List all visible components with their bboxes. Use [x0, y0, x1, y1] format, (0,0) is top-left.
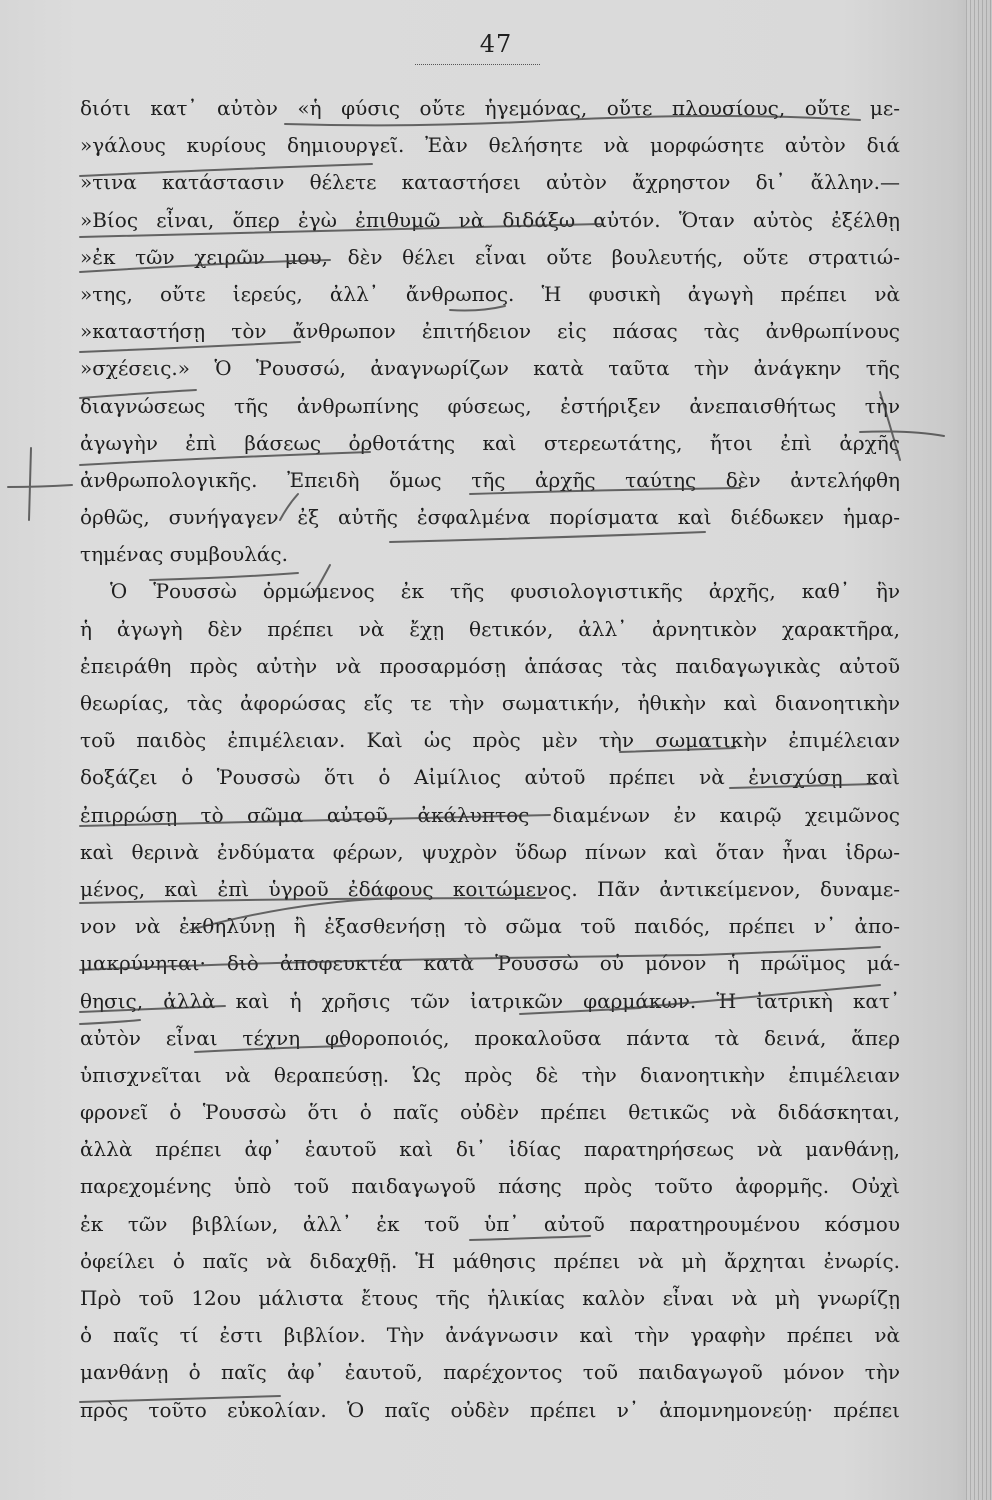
text-line: μακρύνηται· διὸ ἀποφευκτέα κατὰ Ῥουσσὼ οὐ μόνον ἡ πρώϊμος μά-: [80, 951, 900, 976]
text-line: διότι κατ᾽ αὐτὸν «ἡ φύσις οὔτε ἡγεμόνας, οὔτε πλουσίους, οὔτε με-: [80, 96, 900, 120]
text-line: ἀνθρωπολογικῆς. Ἐπειδὴ ὅμως τῆς ἀρχῆς ταύτης δὲν ἀντελήφθη: [80, 467, 900, 492]
text-line: ἀλλὰ πρέπει ἀφ᾽ ἑαυτοῦ καὶ δι᾽ ἰδίας παρατηρήσεως νὰ μανθάνῃ,: [80, 1137, 900, 1162]
text-line: θησις, ἀλλὰ καὶ ἡ χρῆσις τῶν ἰατρικῶν φαρμάκων. Ἡ ἰατρικὴ κατ᾽: [80, 988, 900, 1013]
text-line: ὀφείλει ὁ παῖς νὰ διδαχθῇ. Ἡ μάθησις πρέπει νὰ μὴ ἄρχηται ἐνωρίς.: [80, 1248, 900, 1273]
text-line: »τινα κατάστασιν θέλετε καταστήσει αὐτὸν ἄχρηστον δι᾽ ἄλλην.—: [80, 170, 900, 195]
text-line: θεωρίας, τὰς ἀφορώσας εἴς τε τὴν σωματικήν, ἠθικὴν καὶ διανοητικὴν: [80, 691, 900, 715]
text-line: τοῦ παιδὸς ἐπιμέλειαν. Καὶ ὡς πρὸς μὲν τὴν σωματικὴν ἐπιμέλειαν: [80, 728, 900, 753]
page-number: 47: [479, 30, 513, 58]
text-line: »καταστήσῃ τὸν ἄνθρωπον ἐπιτήδειον εἰς πάσας τὰς ἀνθρωπίνους: [80, 319, 900, 344]
text-line: »της, οὔτε ἱερεύς, ἀλλ᾽ ἄνθρωπος. Ἡ φυσικὴ ἀγωγὴ πρέπει νὰ: [80, 281, 900, 306]
text-line: διαγνώσεως τῆς ἀνθρωπίνης φύσεως, ἐστήριξεν ἀνεπαισθήτως τὴν: [80, 393, 900, 418]
text-line: νον νὰ ἐκθηλύνῃ ἢ ἐξασθενήσῃ τὸ σῶμα τοῦ παιδός, πρέπει ν᾽ ἀπο-: [80, 914, 900, 939]
page-edge-stack: [966, 0, 992, 1500]
text-line: φρονεῖ ὁ Ῥουσσὼ ὅτι ὁ παῖς οὐδὲν πρέπει θετικῶς νὰ διδάσκηται,: [80, 1100, 900, 1125]
margin-stroke: [29, 448, 31, 520]
text-line: παρεχομένης ὑπὸ τοῦ παιδαγωγοῦ πάσης πρὸς τοῦτο ἀφορμῆς. Οὐχὶ: [80, 1174, 900, 1199]
text-line: ὁ παῖς τί ἐστι βιβλίον. Τὴν ἀνάγνωσιν καὶ τὴν γραφὴν πρέπει νὰ: [80, 1323, 900, 1348]
text-line: ἀγωγὴν ἐπὶ βάσεως ὀρθοτάτης καὶ στερεωτάτης, ἤτοι ἐπὶ ἀρχῆς: [80, 430, 900, 455]
text-line: αὐτὸν εἶναι τέχνη φθοροποιός, προκαλοῦσα πάντα τὰ δεινά, ἅπερ: [80, 1025, 900, 1050]
text-line: »ἐκ τῶν χειρῶν μου, δὲν θέλει εἶναι οὔτε βουλευτής, οὔτε στρατιώ-: [80, 244, 900, 269]
margin-cross: [8, 485, 72, 487]
text-line: τημένας συμβουλάς.: [80, 542, 288, 567]
text-line: πρὸς τοῦτο εὐκολίαν. Ὁ παῖς οὐδὲν πρέπει ν᾽ ἀπομνημονεύῃ· πρέπει: [80, 1397, 900, 1422]
text-line: ὑπισχνεῖται νὰ θεραπεύσῃ. Ὡς πρὸς δὲ τὴν διανοητικὴν ἐπιμέλειαν: [80, 1062, 900, 1087]
text-line: Πρὸ τοῦ 12ου μάλιστα ἔτους τῆς ἡλικίας καλὸν εἶναι νὰ μὴ γνωρίζῃ: [80, 1286, 900, 1310]
text-line: ἐπιρρώσῃ τὸ σῶμα αὐτοῦ, ἀκάλυπτος διαμένων ἐν καιρῷ χειμῶνος: [80, 802, 900, 827]
text-line: ἡ ἀγωγὴ δὲν πρέπει νὰ ἔχῃ θετικόν, ἀλλ᾽ ἀρνητικὸν χαρακτῆρα,: [80, 616, 900, 641]
header-rule: [415, 64, 540, 65]
text-line: μανθάνῃ ὁ παῖς ἀφ᾽ ἑαυτοῦ, παρέχοντος τοῦ παιδαγωγοῦ μόνον τὴν: [80, 1360, 900, 1385]
text-line: δοξάζει ὁ Ῥουσσὼ ὅτι ὁ Αἰμίλιος αὐτοῦ πρέπει νὰ ἐνισχύσῃ καὶ: [80, 765, 900, 790]
text-line: »γάλους κυρίους δημιουργεῖ. Ἐὰν θελήσητε νὰ μορφώσητε αὐτὸν διά: [80, 133, 900, 158]
paragraph-start-line: Ὁ Ῥουσσὼ ὁρμώμενος ἐκ τῆς φυσιολογιστικῆς ἀρχῆς, καθ᾽ ἣν: [110, 579, 900, 604]
text-line: ἐπειράθη πρὸς αὐτὴν νὰ προσαρμόσῃ ἁπάσας τὰς παιδαγωγικὰς αὐτοῦ: [80, 653, 900, 678]
text-line: ὀρθῶς, συνήγαγεν ἐξ αὐτῆς ἐσφαλμένα πορίσματα καὶ διέδωκεν ἡμαρ-: [80, 505, 900, 530]
text-line: καὶ θερινὰ ἐνδύματα φέρων, ψυχρὸν ὕδωρ πίνων καὶ ὅταν ἦναι ἱδρω-: [80, 839, 900, 864]
text-line: ἐκ τῶν βιβλίων, ἀλλ᾽ ἐκ τοῦ ὑπ᾽ αὐτοῦ παρατηρουμένου κόσμου: [80, 1211, 900, 1236]
body-text: [80, 90, 900, 1429]
text-line: »σχέσεις.» Ὁ Ῥουσσώ, ἀναγνωρίζων κατὰ ταῦτα τὴν ἀνάγκην τῆς: [80, 356, 900, 381]
text-line: μένος, καὶ ἐπὶ ὑγροῦ ἐδάφους κοιτώμενος. Πᾶν ἀντικείμενον, δυναμε-: [80, 876, 900, 901]
text-line: »Βίος εἶναι, ὅπερ ἐγὼ ἐπιθυμῶ νὰ διδάξω αὐτόν. Ὅταν αὐτὸς ἐξέλθῃ: [80, 207, 900, 232]
